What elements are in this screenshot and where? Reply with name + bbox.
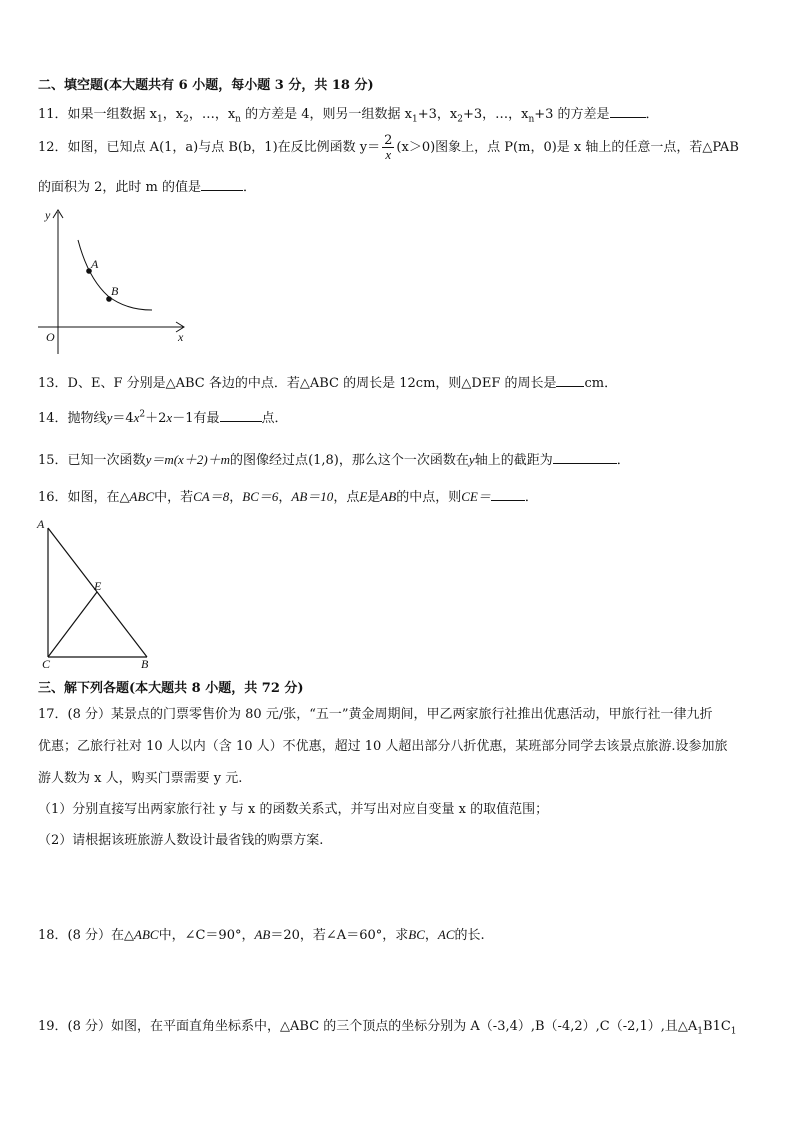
answer-blank[interactable] xyxy=(201,178,243,191)
answer-blank[interactable] xyxy=(553,451,617,464)
q14-text: 有最 xyxy=(193,411,220,426)
question-18 xyxy=(38,926,485,945)
math-expression: AB＝10 xyxy=(291,489,334,504)
math-var: AB xyxy=(254,927,271,942)
math-var: AB xyxy=(380,489,397,504)
point-a-label: A xyxy=(91,257,99,271)
hyperbola-curve xyxy=(78,240,152,310)
math-var: x xyxy=(166,410,173,425)
question-13 xyxy=(38,374,617,393)
question-17-part-1: （1）分别直接写出两家旅行社 y 与 x 的函数关系式，并写出对应自变量 x 的取值范围； xyxy=(38,802,549,817)
section-3-header: 三、解下列各题(本大题共 8 小题，共 72 分) xyxy=(38,681,304,696)
math-var: y xyxy=(106,410,113,425)
question-17-line-3: 游人数为 x 人，购买门票需要 y 元. xyxy=(38,771,243,786)
question-19 xyxy=(38,1018,737,1036)
q16-end: ． xyxy=(524,490,538,505)
fraction-denominator: x xyxy=(385,146,392,162)
q16-text: 的中点，则 xyxy=(396,490,462,505)
q11-end: ． xyxy=(645,107,659,122)
q12-number: 12． xyxy=(38,140,68,155)
q16-number: 16． xyxy=(38,490,68,505)
q13-unit: cm． xyxy=(584,376,618,391)
q18-text: 中，∠C＝90°， xyxy=(158,928,255,943)
q15-text: ，那么这个一次函数在 xyxy=(338,453,469,468)
answer-blank[interactable] xyxy=(220,409,262,422)
question-17-line-2: 优惠；乙旅行社对 10 人以内（含 10 人）不优惠，超过 10 人超出部分八折优惠，某班部分同学去该景点旅游.设参加旅 xyxy=(38,739,728,754)
separator: ， xyxy=(278,490,292,505)
answer-blank[interactable] xyxy=(556,374,584,387)
q11-sub: 2 xyxy=(457,114,463,125)
math-var: AC xyxy=(437,927,455,942)
question-12-line-2 xyxy=(38,178,256,197)
q19-sub: 1 xyxy=(697,1026,704,1037)
math-point: (1,8) xyxy=(308,453,339,468)
q15-text: 的图像经过点 xyxy=(230,453,309,468)
q15-number: 15． xyxy=(38,453,68,468)
separator: ， xyxy=(424,928,438,943)
math-exponent: 2 xyxy=(139,409,146,420)
q13-text: D、E、F 分别是△ABC 各边的中点．若△ABC 的周长是 12cm，则△DEF 的周长是 xyxy=(67,376,557,391)
q14-text: 点． xyxy=(261,411,288,426)
q19-text: B1C xyxy=(703,1019,731,1034)
q11-sub: n xyxy=(528,114,535,125)
math-text: ＝4 xyxy=(112,411,134,426)
point-e-label: E xyxy=(94,579,102,593)
q11-number: 11． xyxy=(38,107,68,122)
point-b-label: B xyxy=(111,284,119,298)
x-axis-label: x xyxy=(178,330,184,344)
q18-text: ＝20，若∠A＝60°，求 xyxy=(270,928,409,943)
q11-text: +3，…，x xyxy=(462,107,529,122)
q14-text: 抛物线 xyxy=(67,411,107,426)
q11-sub: 1 xyxy=(411,114,418,125)
q18-text: 18．(8 分）在 xyxy=(38,928,125,943)
q18-text: 的长. xyxy=(454,928,485,943)
q19-text: 19．(8 分）如图，在平面直角坐标系中，△ABC 的三个顶点的坐标分别为 A（-3,4）,B（-4,2）,C（-2,1）,且△A xyxy=(38,1019,698,1034)
math-text: ＋2 xyxy=(145,411,167,426)
math-var: E xyxy=(359,489,368,504)
section-2-header: 二、填空题(本大题共有 6 小题，每小题 3 分，共 18 分) xyxy=(38,78,374,93)
q11-sub: n xyxy=(235,114,241,125)
question-14 xyxy=(38,409,288,428)
vertex-b-label: B xyxy=(141,657,149,671)
fraction xyxy=(382,134,394,162)
q11-text: 的方差是 4，则另一组数据 x xyxy=(240,107,412,122)
answer-blank[interactable] xyxy=(610,105,646,118)
question-11 xyxy=(38,105,659,124)
q11-text: ，…，x xyxy=(188,107,236,122)
question-12 xyxy=(38,133,739,163)
q19-sub: 1 xyxy=(730,1026,737,1037)
q16-text: 是 xyxy=(367,490,381,505)
median-ce xyxy=(48,592,97,657)
math-expression: CE＝ xyxy=(461,489,491,504)
q11-sub: 2 xyxy=(183,114,189,125)
question-16 xyxy=(38,488,538,507)
triangle-figure xyxy=(34,516,164,672)
q12-text: 的面积为 2，此时 m 的值是 xyxy=(38,180,201,195)
fraction-numerator: 2 xyxy=(384,132,393,148)
q12-text: (x＞0)图象上，点 P(m，0)是 x 轴上的任意一点，若△PAB xyxy=(396,140,739,155)
question-15 xyxy=(38,451,630,470)
q11-text: ，x xyxy=(162,107,184,122)
q11-text: +3 的方差是 xyxy=(534,107,610,122)
hyperbola-figure xyxy=(36,206,196,356)
math-triangle: △ABC xyxy=(124,927,159,942)
q16-text: 如图，在 xyxy=(67,490,120,505)
q13-number: 13． xyxy=(38,376,68,391)
q12-end: ． xyxy=(243,180,257,195)
q12-text: 如图，已知点 A(1，a)与点 B(b，1)在反比例函数 y＝ xyxy=(67,140,381,155)
q11-text: +3，x xyxy=(417,107,458,122)
separator: ， xyxy=(229,490,243,505)
vertex-a-label: A xyxy=(37,517,45,531)
q15-text: 轴上的截距为 xyxy=(474,453,553,468)
vertex-c-label: C xyxy=(42,657,51,671)
math-expression: BC＝6 xyxy=(242,489,279,504)
q15-end: ． xyxy=(616,453,630,468)
math-var: BC xyxy=(408,927,425,942)
math-expression: y＝m(x＋2)＋m xyxy=(145,452,231,467)
math-triangle: △ABC xyxy=(119,489,155,504)
q15-text: 已知一次函数 xyxy=(67,453,146,468)
math-text: －1 xyxy=(172,411,194,426)
answer-blank[interactable] xyxy=(491,488,525,501)
q16-text: 中，若 xyxy=(154,490,194,505)
origin-label: O xyxy=(46,330,55,344)
y-axis-label: y xyxy=(45,208,51,222)
math-var: x xyxy=(133,410,140,425)
q14-number: 14． xyxy=(38,411,68,426)
question-17-part-2: （2）请根据该班旅游人数设计最省钱的购票方案. xyxy=(38,833,324,848)
math-var: y xyxy=(468,452,475,467)
q11-sub: 1 xyxy=(157,114,163,125)
question-17-line-1: 17．(8 分）某景点的门票零售价为 80 元/张，“五一”黄金周期间，甲乙两家旅行社推出优惠活动，甲旅行社一律九折 xyxy=(38,707,713,722)
q11-text: 如果一组数据 x xyxy=(67,107,158,122)
q16-text: ，点 xyxy=(333,490,360,505)
math-expression: CA＝8 xyxy=(193,489,230,504)
